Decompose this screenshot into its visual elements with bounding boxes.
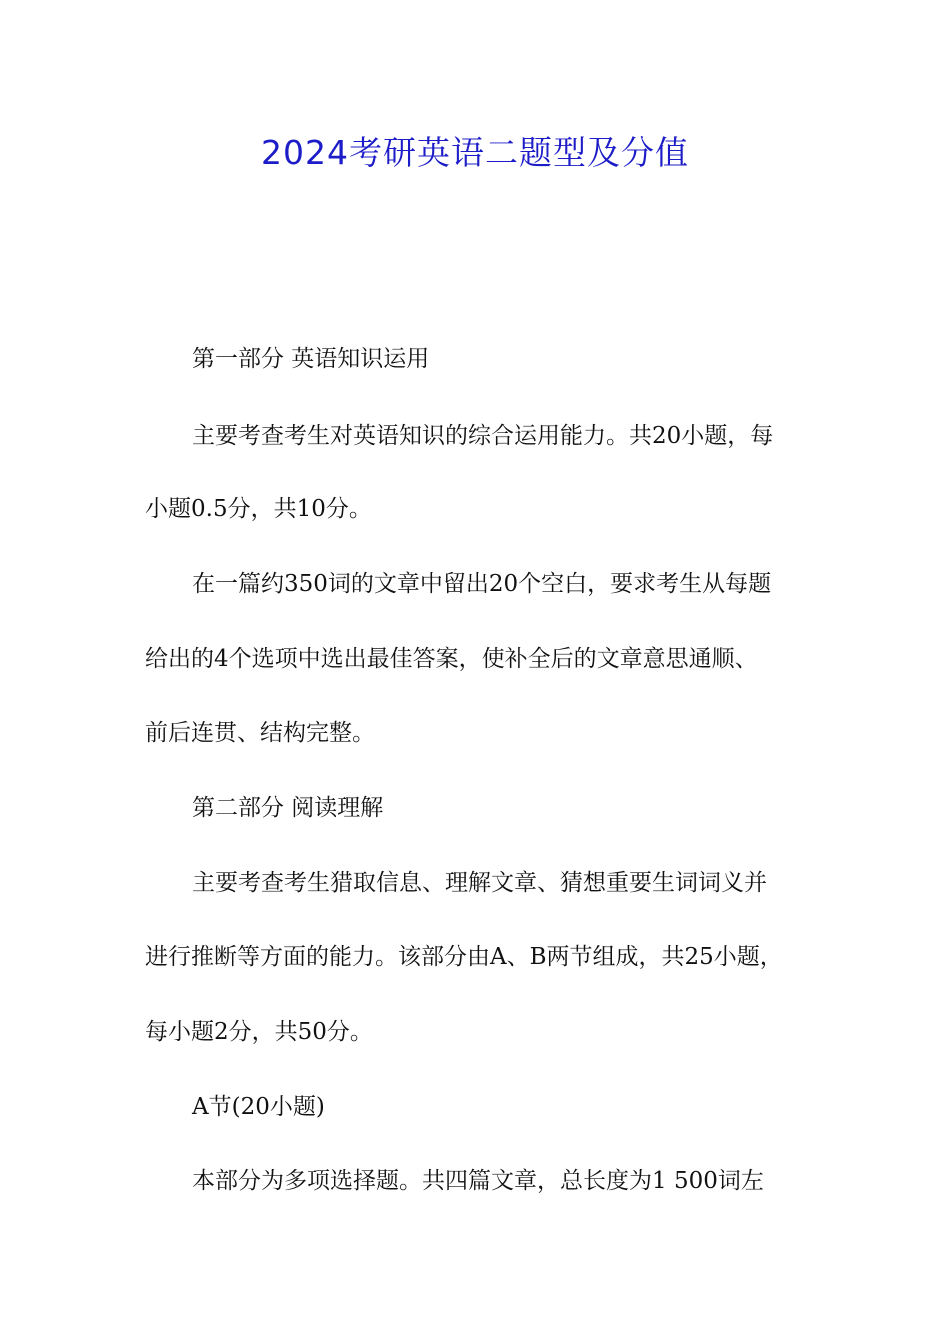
paragraph-line: 在一篇约350词的文章中留出20个空白，要求考生从每题: [192, 571, 772, 597]
paragraph-line: 给出的4个选项中选出最佳答案，使补全后的文章意思通顺、: [145, 646, 758, 672]
paragraph-line: 每小题2分，共50分。: [145, 1019, 373, 1045]
section-heading-part-two: 第二部分 阅读理解: [192, 795, 384, 821]
subsection-heading-a: A节(20小题): [192, 1094, 325, 1120]
paragraph-line: 前后连贯、结构完整。: [145, 720, 375, 746]
paragraph-line: 主要考查考生猎取信息、理解文章、猜想重要生词词义并: [192, 870, 767, 896]
paragraph-line: 进行推断等方面的能力。该部分由A、B两节组成，共25小题，: [145, 944, 783, 970]
document-title: 2024考研英语二题型及分值: [261, 133, 689, 172]
paragraph-line: 主要考查考生对英语知识的综合运用能力。共20小题，每: [192, 423, 774, 449]
paragraph-line: 小题0.5分，共10分。: [145, 496, 372, 522]
paragraph-line: 本部分为多项选择题。共四篇文章，总长度为1 500词左: [192, 1168, 764, 1194]
section-heading-part-one: 第一部分 英语知识运用: [192, 346, 430, 372]
